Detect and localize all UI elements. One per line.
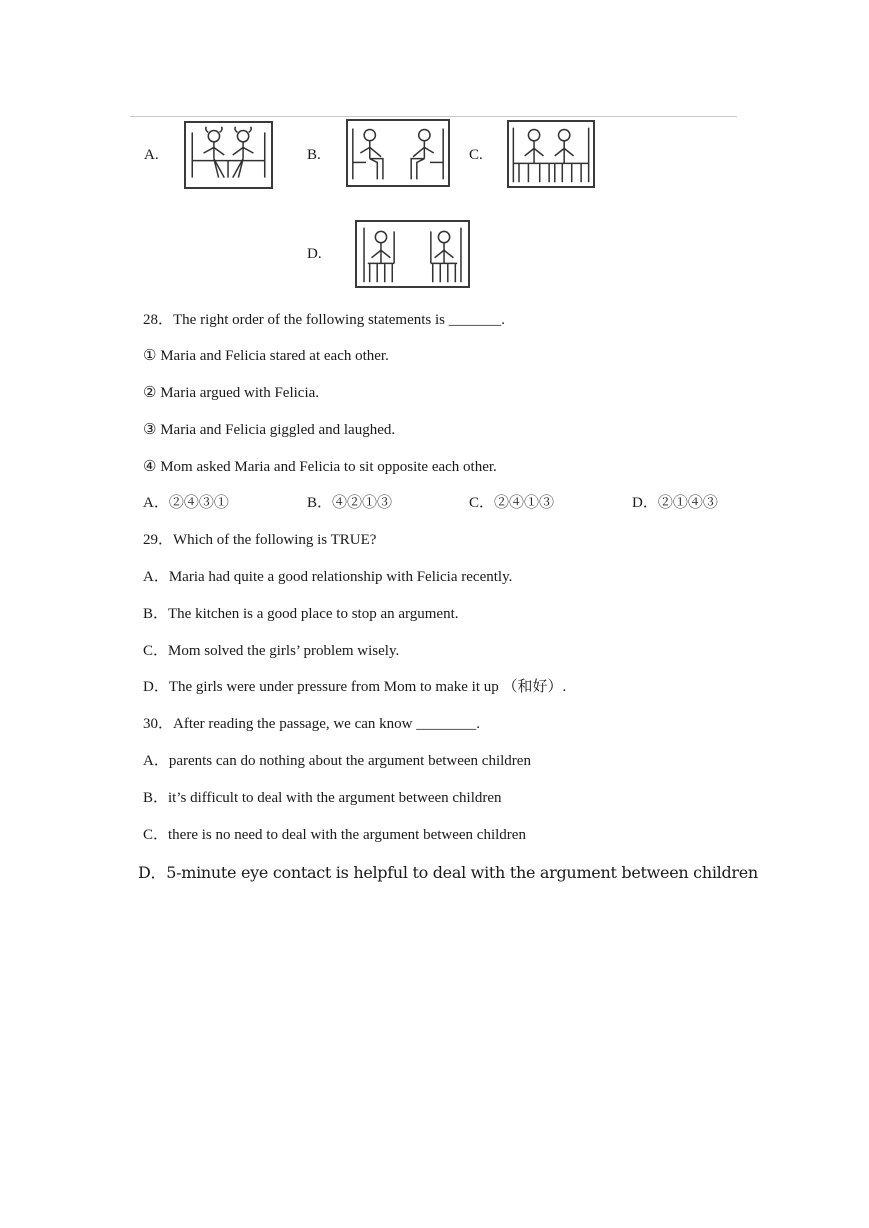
two-people-sitting-apart-facing-picture[interactable] [346, 119, 450, 187]
page-top-rule [130, 116, 737, 117]
q30-choice-c[interactable]: C．there is no need to deal with the argument between children [143, 827, 526, 843]
q27-option-a-label[interactable]: A. [144, 147, 159, 163]
q27-option-d-label[interactable]: D. [307, 246, 322, 262]
q28-choice-b[interactable]: B．④②①③ [307, 495, 393, 511]
q27-option-b-label[interactable]: B. [307, 147, 321, 163]
q29-choice-c[interactable]: C．Mom solved the girls’ problem wisely. [143, 643, 400, 659]
q28-choice-d[interactable]: D．②①④③ [632, 495, 718, 511]
q29-choice-b[interactable]: B．The kitchen is a good place to stop an argument. [143, 606, 459, 622]
q28-statement-4: ④ Mom asked Maria and Felicia to sit opposite each other. [143, 459, 497, 475]
two-people-side-by-side-front-picture[interactable] [507, 120, 595, 188]
q29-stem: 29．Which of the following is TRUE? [143, 532, 377, 548]
two-people-facing-at-table-picture[interactable] [184, 121, 273, 189]
q28-statement-3: ③ Maria and Felicia giggled and laughed. [143, 422, 396, 438]
q28-statement-2: ② Maria argued with Felicia. [143, 385, 320, 401]
q30-choice-a[interactable]: A．parents can do nothing about the argument between children [143, 753, 531, 769]
q30-choice-d[interactable]: D．5-minute eye contact is helpful to deal with the argument between children [138, 863, 758, 882]
q30-stem: 30．After reading the passage, we can know ________. [143, 716, 480, 732]
q29-choice-a[interactable]: A．Maria had quite a good relationship with Felicia recently. [143, 569, 513, 585]
q29-choice-d[interactable]: D．The girls were under pressure from Mom to make it up （和好）. [143, 679, 567, 695]
q28-choice-a[interactable]: A．②④③① [143, 495, 229, 511]
q30-choice-b[interactable]: B．it’s difficult to deal with the argument between children [143, 790, 502, 806]
q28-statement-1: ① Maria and Felicia stared at each other. [143, 348, 389, 364]
q27-option-c-label[interactable]: C. [469, 147, 483, 163]
q28-choice-c[interactable]: C．②④①③ [469, 495, 555, 511]
q28-stem: 28．The right order of the following statements is _______. [143, 312, 506, 328]
two-people-far-apart-front-picture[interactable] [355, 220, 470, 288]
